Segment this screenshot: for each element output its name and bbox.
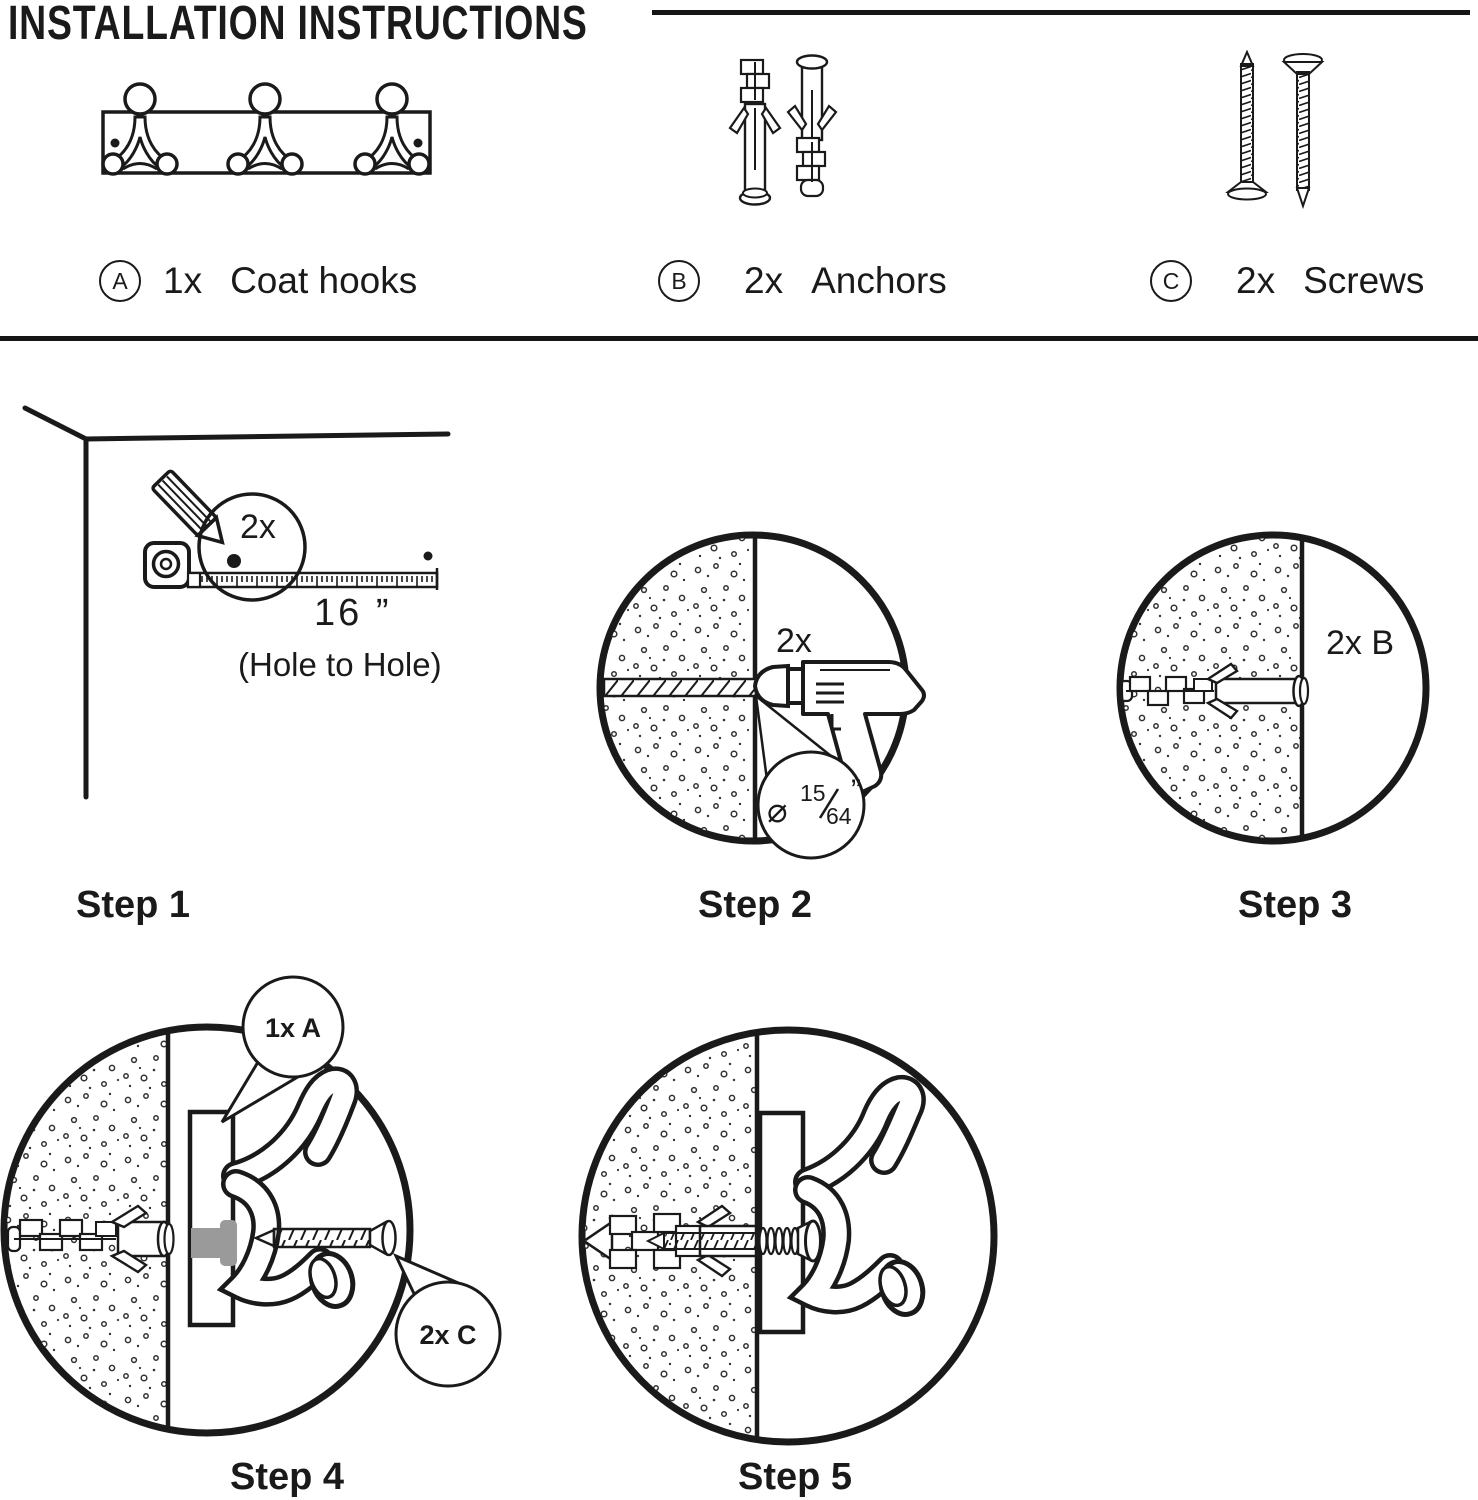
mount-hole-right [414,139,423,148]
pencil-icon [152,470,232,551]
part-badge-c: C [1150,260,1192,302]
part-name-b: Anchors [811,260,947,301]
diameter-unit: ” [851,774,861,807]
header-rule [652,10,1470,15]
part-badge-a: A [99,260,141,302]
anchors-illustration [700,50,860,230]
step4-screw-callout: 2x C [419,1320,477,1350]
step3-label: Step 3 [1238,884,1353,926]
step5-label: Step 5 [738,1456,853,1498]
step2-hole-count: 2x [776,622,812,660]
step1-distance: 16 ” [314,592,392,634]
step1-mark-count: 2x [240,508,276,546]
step1-distance-note: (Hole to Hole) [238,646,442,683]
page-title: INSTALLATION INSTRUCTIONS [8,0,588,50]
part-name-a: Coat hooks [230,260,418,301]
step2-label: Step 2 [698,884,813,926]
part-label-c [1150,258,1424,304]
section-divider [0,336,1478,341]
step5-illustration [560,1000,1020,1460]
anchor-flange-up [788,56,836,197]
step4-illustration [0,970,520,1450]
diameter-symbol: ⌀ [767,792,788,830]
callout-screw [396,1256,500,1386]
part-label-a [99,258,417,304]
diameter-numerator: 15 [800,780,826,806]
step4-label: Step 4 [230,1456,345,1498]
part-badge-b: B [658,260,700,302]
part-qty-b: 2x [744,260,784,301]
step1-label: Step 1 [76,884,191,926]
screws-illustration [1215,50,1335,210]
anchor-flange-down [730,60,780,205]
pencil-mark-dot [227,554,241,568]
diameter-denominator: 64 [826,803,852,829]
part-name-c: Screws [1303,260,1425,301]
screw-tip-up [1228,52,1266,200]
step2-illustration [570,500,970,880]
drill-bit [604,679,765,696]
second-mark-dot [424,552,433,561]
part-qty-a: 1x [163,260,203,301]
step4-hook-callout: 1x A [264,1013,322,1043]
screw-head-up [1284,54,1322,206]
part-qty-c: 2x [1236,260,1276,301]
step3-anchor-callout: 2x B [1326,624,1395,662]
mount-hole-left [111,139,120,148]
part-label-b [658,258,947,304]
step3-illustration [1090,500,1478,880]
step1-illustration [0,380,500,880]
coat-hooks-illustration [85,75,485,235]
